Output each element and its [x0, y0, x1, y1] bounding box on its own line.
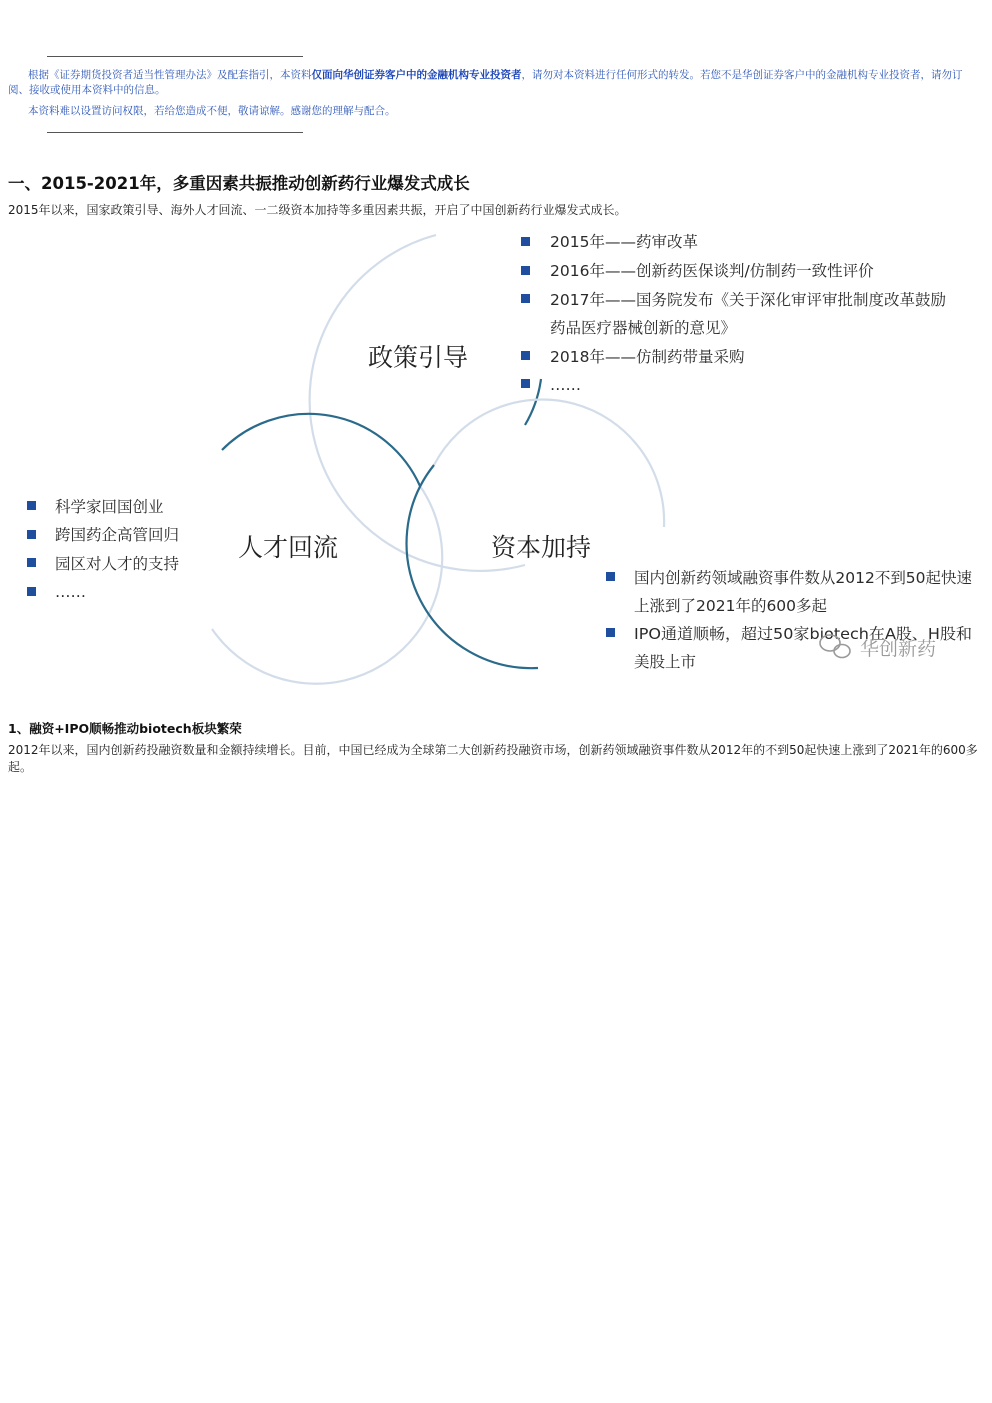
subsection-paragraph: 2012年以来，国内创新药投融资数量和金额持续增长。目前，中国已经成为全球第二大创新药投融资市场，创新药领域融资事件数从2012年的不到50起快速上涨到了2021年的600多起。 [8, 743, 978, 774]
talent-item: 跨国药企高管回归 [55, 526, 180, 544]
venn-diagram [0, 225, 992, 695]
talent-circle [212, 486, 442, 684]
bullet-icon [521, 351, 530, 360]
section-heading: 一、2015-2021年，多重因素共振推动创新药行业爆发式成长 [8, 174, 470, 193]
bullet-icon [27, 501, 36, 510]
bullet-icon [27, 587, 36, 596]
bullet-icon [606, 572, 615, 581]
disclaimer-paragraph-1: 根据《证券期货投资者适当性管理办法》及配套指引，本资料仅面向华创证券客户中的金融机构专业投资者，请勿对本资料进行任何形式的转发。若您不是华创证券客户中的金融机构专业投资者，请勿订阅、接收或使用本资料中的信息。 [8, 69, 963, 96]
bullet-icon [521, 237, 530, 246]
policy-label: 政策引导 [368, 343, 469, 372]
capital-label: 资本加持 [491, 533, 592, 562]
talent-item: 科学家回国创业 [55, 498, 164, 516]
bullet-icon [27, 530, 36, 539]
talent-item: …… [55, 583, 86, 601]
capital-item: 国内创新药领域融资事件数从2012不到50起快速 [634, 569, 973, 587]
policy-item: 2015年——药审改革 [550, 233, 698, 251]
talent-label: 人才回流 [238, 533, 339, 562]
policy-item: …… [550, 376, 581, 394]
capital-item-continued: 美股上市 [634, 653, 697, 671]
policy-circle [310, 235, 525, 571]
policy-item: 2018年——仿制药带量采购 [550, 348, 745, 366]
talent-item: 园区对人才的支持 [55, 555, 180, 573]
separator-bottom [47, 132, 303, 133]
capital-item-continued: 上涨到了2021年的600多起 [634, 597, 828, 615]
separator-top [47, 56, 303, 57]
bullet-icon [521, 294, 530, 303]
disclaimer-paragraph-2: 本资料难以设置访问权限，若给您造成不便，敬请谅解。感谢您的理解与配合。 [28, 105, 396, 117]
capital-item: IPO通道顺畅，超过50家biotech在A股、H股和 [634, 625, 962, 643]
bullet-icon [521, 379, 530, 388]
bullet-icon [606, 628, 615, 637]
disclaimer-emphasis: 仅面向华创证券客户中的金融机构专业投资者 [311, 69, 522, 81]
watermark-text: 华创新药 [860, 638, 937, 660]
policy-item: 2017年——国务院发布《关于深化审评审批制度改革鼓励 [550, 291, 946, 309]
policy-item-continued: 药品医疗器械创新的意见》 [550, 319, 737, 337]
bullet-icon [27, 558, 36, 567]
subsection-heading: 1、融资+IPO顺畅推动biotech板块繁荣 [8, 721, 242, 736]
section-intro: 2015年以来，国家政策引导、海外人才回流、一二级资本加持等多重因素共振，开启了中国创新药行业爆发式成长。 [8, 203, 627, 217]
bullet-icon [521, 266, 530, 275]
capital-circle [434, 400, 664, 527]
policy-item: 2016年——创新药医保谈判/仿制药一致性评价 [550, 262, 874, 280]
talent-circle-accent [222, 414, 420, 486]
